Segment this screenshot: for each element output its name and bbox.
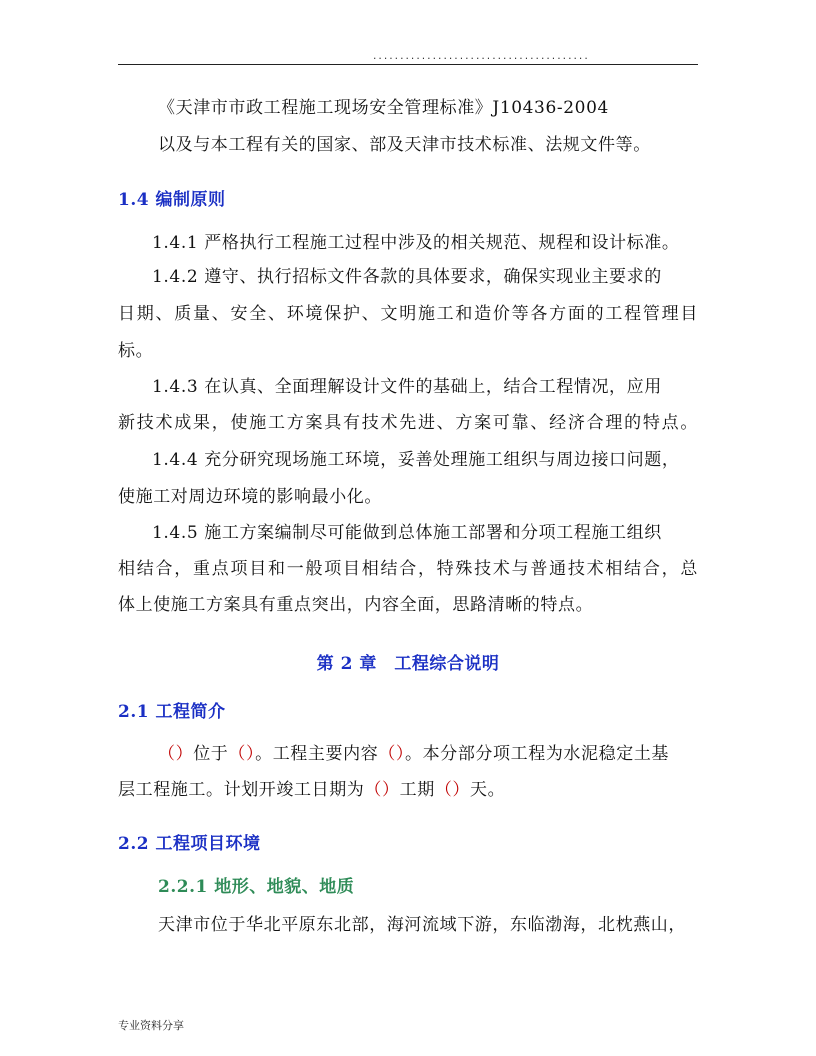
section-heading-1-4: 1.4 编制原则 — [118, 190, 226, 210]
placeholder-bracket: （） — [158, 744, 194, 764]
paragraph-1-4-4-line-2: 使施工对周边环境的影响最小化。 — [118, 487, 382, 507]
paragraph-1-4-2-line-1: 1.4.2 遵守、执行招标文件各款的具体要求，确保实现业主要求的 — [152, 267, 662, 287]
paragraph-1-4-5-line-3: 体上使施工方案具有重点突出，内容全面，思路清晰的特点。 — [118, 595, 594, 615]
text-fragment: 。本分部分项工程为水泥稳定土基 — [405, 744, 670, 764]
paragraph-2-1-line-1 — [158, 743, 669, 765]
subsection-heading-2-2-1: 2.2.1 地形、地貌、地质 — [158, 877, 355, 897]
text-fragment: 天。 — [470, 780, 506, 800]
paragraph-1-4-1: 1.4.1 严格执行工程施工过程中涉及的相关规范、规程和设计标准。 — [152, 233, 680, 253]
reference-standard: 《天津市市政工程施工现场安全管理标准》J10436-2004 — [158, 98, 609, 118]
paragraph-1-4-5-line-1: 1.4.5 施工方案编制尽可能做到总体施工部署和分项工程施工组织 — [152, 523, 662, 543]
text-fragment: 位于 — [193, 744, 229, 764]
text-fragment: 。工程主要内容 — [255, 744, 379, 764]
paragraph-1-4-4-line-1: 1.4.4 充分研究现场施工环境，妥善处理施工组织与周边接口问题， — [152, 450, 680, 470]
paragraph-1-4-3-line-1: 1.4.3 在认真、全面理解设计文件的基础上，结合工程情况，应用 — [152, 377, 662, 397]
placeholder-bracket: （） — [228, 744, 256, 764]
text-fragment: 层工程施工。计划开竣工日期为 — [118, 780, 365, 800]
footer-text: 专业资料分享 — [118, 1019, 184, 1032]
paragraph-2-1-line-2 — [118, 779, 505, 801]
placeholder-bracket: （） — [434, 780, 471, 800]
placeholder-bracket: （） — [378, 744, 406, 764]
paragraph-1-4-2-line-3: 标。 — [118, 341, 154, 361]
paragraph-1-4-2-line-2: 日期、质量、安全、环境保护、文明施工和造价等各方面的工程管理目 — [118, 304, 698, 324]
section-heading-2-2: 2.2 工程项目环境 — [118, 834, 261, 854]
reference-other: 以及与本工程有关的国家、部及天津市技术标准、法规文件等。 — [158, 135, 651, 155]
paragraph-2-2-1-line-1: 天津市位于华北平原东北部，海河流域下游，东临渤海，北枕燕山， — [158, 915, 686, 935]
placeholder-bracket: （） — [364, 780, 400, 800]
header-dots: ........................................ — [372, 52, 589, 62]
section-heading-2-1: 2.1 工程简介 — [118, 702, 226, 722]
header-rule — [118, 64, 698, 65]
paragraph-1-4-3-line-2: 新技术成果，使施工方案具有技术先进、方案可靠、经济合理的特点。 — [118, 413, 698, 433]
chapter-2-title: 第 2 章 工程综合说明 — [316, 654, 500, 674]
paragraph-1-4-5-line-2: 相结合，重点项目和一般项目相结合，特殊技术与普通技术相结合，总 — [118, 559, 698, 579]
text-fragment: 工期 — [399, 780, 435, 800]
